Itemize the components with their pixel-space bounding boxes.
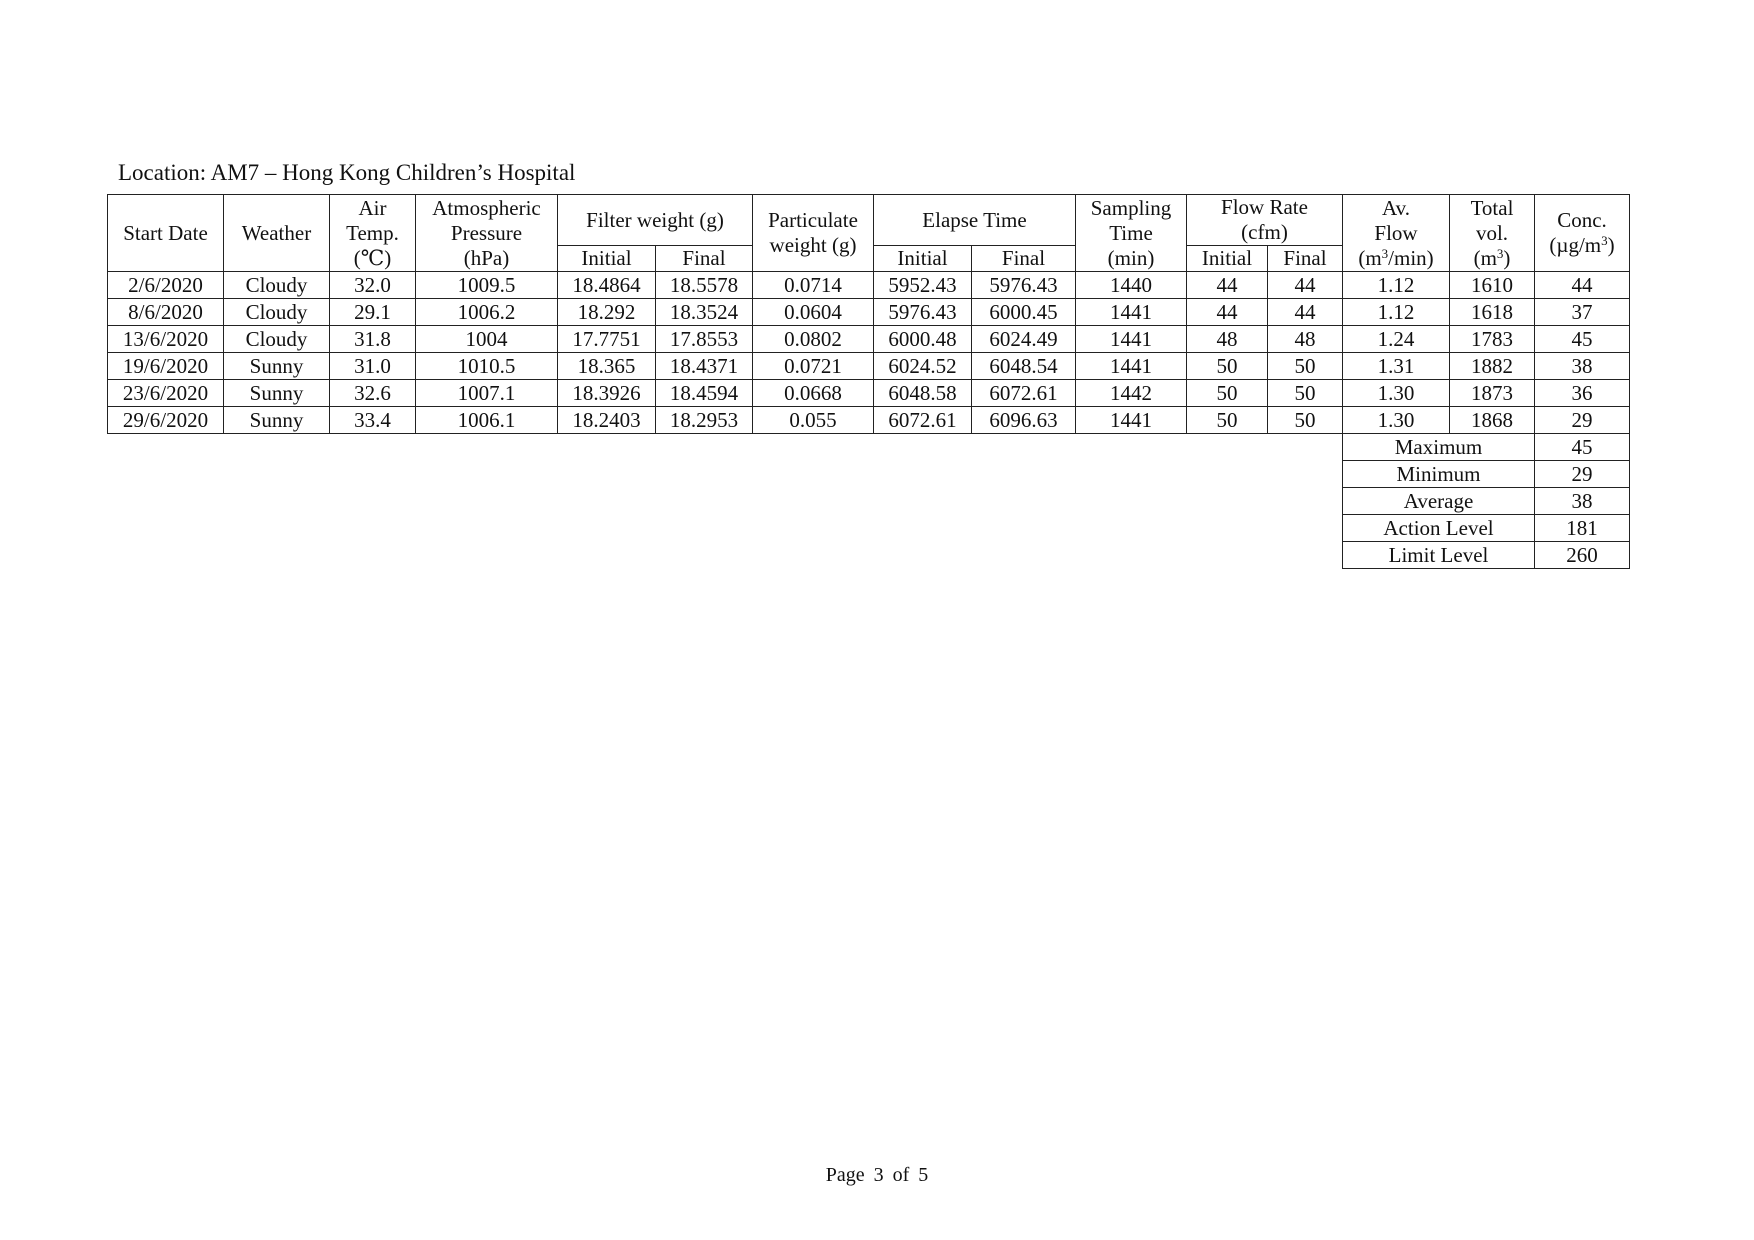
header-sampling-line1: Sampling (1090, 195, 1172, 220)
header-conc-unit (1549, 233, 1614, 257)
table-cell: 18.2953 (656, 407, 753, 434)
table-cell: 1.12 (1343, 299, 1450, 326)
table-cell: 1618 (1450, 299, 1535, 326)
unit-part: ) (1607, 233, 1615, 257)
table-cell: Sunny (224, 353, 330, 380)
summary-label: Action Level (1343, 515, 1535, 542)
header-start-date: Start Date (108, 195, 224, 272)
header-av-flow-line1: Av. (1382, 195, 1410, 220)
header-air-temp-line1: Air (358, 195, 387, 220)
summary-value: 29 (1535, 461, 1630, 488)
header-weather: Weather (224, 195, 330, 272)
table-cell: 1009.5 (416, 272, 558, 299)
header-total-vol-line1: Total (1470, 195, 1514, 220)
table-row (108, 353, 1630, 380)
header-total-vol (1450, 195, 1535, 272)
summary-value: 260 (1535, 542, 1630, 569)
table-cell: 1440 (1076, 272, 1187, 299)
summary-label: Minimum (1343, 461, 1535, 488)
table-cell: 38 (1535, 353, 1630, 380)
table-cell: 0.055 (753, 407, 874, 434)
table-cell: 13/6/2020 (108, 326, 224, 353)
table-cell: 44 (1187, 299, 1268, 326)
table-cell: 1610 (1450, 272, 1535, 299)
table-cell: 37 (1535, 299, 1630, 326)
table-cell: Cloudy (224, 326, 330, 353)
header-conc-line1: Conc. (1557, 208, 1607, 232)
table-cell: 32.6 (330, 380, 416, 407)
header-flow-initial: Initial (1187, 246, 1268, 272)
summary-label: Maximum (1343, 434, 1535, 461)
table-cell: 1006.1 (416, 407, 558, 434)
table-cell: 1.30 (1343, 407, 1450, 434)
header-filter-weight: Filter weight (g) (558, 195, 753, 246)
table-cell: 0.0714 (753, 272, 874, 299)
table-cell: 18.4371 (656, 353, 753, 380)
unit-part: (m (1358, 245, 1382, 270)
summary-spacer (108, 515, 1343, 542)
table-cell: 2/6/2020 (108, 272, 224, 299)
table-cell: 1.12 (1343, 272, 1450, 299)
table-cell: 6000.48 (874, 326, 972, 353)
table-cell: 1.24 (1343, 326, 1450, 353)
header-particulate-line1: Particulate (768, 208, 858, 232)
summary-spacer (108, 542, 1343, 569)
header-air-temp-line3: (℃) (353, 245, 392, 270)
table-cell: 6024.52 (874, 353, 972, 380)
summary-row (108, 515, 1630, 542)
header-total-vol-line2: vol. (1475, 220, 1509, 245)
table-cell: 18.3524 (656, 299, 753, 326)
table-cell: 36 (1535, 380, 1630, 407)
summary-value: 38 (1535, 488, 1630, 515)
table-cell: 50 (1268, 407, 1343, 434)
unit-part: (µg/m (1549, 233, 1602, 257)
table-row (108, 326, 1630, 353)
table-cell: 1010.5 (416, 353, 558, 380)
table-cell: 31.8 (330, 326, 416, 353)
header-atm-pressure (416, 195, 558, 272)
summary-value: 45 (1535, 434, 1630, 461)
table-cell: 44 (1268, 299, 1343, 326)
table-cell: 18.4594 (656, 380, 753, 407)
header-elapse-final: Final (972, 246, 1076, 272)
table-cell: 1.31 (1343, 353, 1450, 380)
table-row (108, 407, 1630, 434)
unit-part: (m (1473, 245, 1497, 270)
header-air-temp (330, 195, 416, 272)
header-atm-pressure-line2: Pressure (450, 220, 523, 245)
summary-spacer (108, 434, 1343, 461)
tsp-monitoring-table (107, 194, 1630, 569)
unit-part: ) (1503, 245, 1511, 270)
summary-row (108, 542, 1630, 569)
table-cell: 50 (1187, 353, 1268, 380)
header-atm-pressure-line1: Atmospheric (432, 195, 541, 220)
table-cell: 1007.1 (416, 380, 558, 407)
summary-label: Average (1343, 488, 1535, 515)
table-cell: 50 (1187, 407, 1268, 434)
table-cell: 5976.43 (874, 299, 972, 326)
table-cell: 6024.49 (972, 326, 1076, 353)
table-cell: 0.0604 (753, 299, 874, 326)
table-cell: 5976.43 (972, 272, 1076, 299)
header-conc (1535, 195, 1630, 272)
table-cell: 1441 (1076, 407, 1187, 434)
table-cell: 17.7751 (558, 326, 656, 353)
table-cell: 1882 (1450, 353, 1535, 380)
table-cell: 17.8553 (656, 326, 753, 353)
table-cell: 32.0 (330, 272, 416, 299)
header-atm-pressure-line3: (hPa) (463, 245, 510, 270)
table-cell: 5952.43 (874, 272, 972, 299)
table-cell: 18.4864 (558, 272, 656, 299)
superscript: 3 (1496, 245, 1504, 261)
table-cell: 18.292 (558, 299, 656, 326)
header-air-temp-line2: Temp. (346, 220, 399, 245)
table-cell: 1868 (1450, 407, 1535, 434)
page-number: Page 3 of 5 (825, 1164, 929, 1186)
summary-row (108, 488, 1630, 515)
table-cell: 48 (1268, 326, 1343, 353)
table-row (108, 380, 1630, 407)
table-cell: 18.365 (558, 353, 656, 380)
table-cell: 45 (1535, 326, 1630, 353)
table-cell: 0.0721 (753, 353, 874, 380)
table-cell: 44 (1535, 272, 1630, 299)
table-cell: 1442 (1076, 380, 1187, 407)
header-flow-rate-line1: Flow Rate (1221, 195, 1308, 219)
header-flow-rate (1187, 195, 1343, 246)
table-cell: Sunny (224, 380, 330, 407)
table-cell: 1006.2 (416, 299, 558, 326)
table-row (108, 272, 1630, 299)
table-cell: 0.0802 (753, 326, 874, 353)
header-elapse-time: Elapse Time (874, 195, 1076, 246)
table-cell: 18.3926 (558, 380, 656, 407)
header-sampling-line3: (min) (1107, 245, 1155, 270)
header-elapse-initial: Initial (874, 246, 972, 272)
header-sampling-line2: Time (1109, 220, 1153, 245)
table-cell: 1441 (1076, 299, 1187, 326)
table-cell: 1783 (1450, 326, 1535, 353)
table-cell: 6048.58 (874, 380, 972, 407)
table-cell: 6096.63 (972, 407, 1076, 434)
unit-part: /min) (1388, 245, 1434, 270)
header-sampling-time (1076, 195, 1187, 272)
table-cell: Cloudy (224, 299, 330, 326)
header-av-flow-unit (1358, 246, 1433, 270)
header-av-flow (1343, 195, 1450, 272)
table-cell: 29/6/2020 (108, 407, 224, 434)
location-caption: Location: AM7 – Hong Kong Children’s Hospital (118, 160, 576, 185)
table-cell: 44 (1187, 272, 1268, 299)
table-cell: 18.5578 (656, 272, 753, 299)
table-cell: 1873 (1450, 380, 1535, 407)
table-cell: 19/6/2020 (108, 353, 224, 380)
table-cell: 6048.54 (972, 353, 1076, 380)
table-cell: Cloudy (224, 272, 330, 299)
table-cell: 31.0 (330, 353, 416, 380)
table-cell: 48 (1187, 326, 1268, 353)
summary-spacer (108, 461, 1343, 488)
table-cell: 1441 (1076, 326, 1187, 353)
table-cell: 23/6/2020 (108, 380, 224, 407)
header-total-vol-unit (1474, 246, 1511, 270)
summary-spacer (108, 488, 1343, 515)
superscript: 3 (1381, 245, 1389, 261)
table-cell: 29.1 (330, 299, 416, 326)
table-cell: 33.4 (330, 407, 416, 434)
table-cell: Sunny (224, 407, 330, 434)
table-cell: 18.2403 (558, 407, 656, 434)
table-cell: 1.30 (1343, 380, 1450, 407)
header-av-flow-line2: Flow (1374, 220, 1418, 245)
superscript: 3 (1601, 233, 1608, 248)
header-flow-rate-line2: (cfm) (1241, 220, 1288, 244)
table-cell: 1004 (416, 326, 558, 353)
table-cell: 44 (1268, 272, 1343, 299)
summary-row (108, 434, 1630, 461)
header-flow-final: Final (1268, 246, 1343, 272)
table-cell: 50 (1268, 353, 1343, 380)
table-row (108, 299, 1630, 326)
table-cell: 6072.61 (972, 380, 1076, 407)
summary-label: Limit Level (1343, 542, 1535, 569)
table-cell: 8/6/2020 (108, 299, 224, 326)
header-filter-initial: Initial (558, 246, 656, 272)
header-particulate-weight (753, 195, 874, 272)
table-cell: 6000.45 (972, 299, 1076, 326)
table-cell: 50 (1268, 380, 1343, 407)
table-cell: 50 (1187, 380, 1268, 407)
table-cell: 1441 (1076, 353, 1187, 380)
summary-row (108, 461, 1630, 488)
table-cell: 0.0668 (753, 380, 874, 407)
header-particulate-line2: weight (g) (769, 233, 857, 257)
header-filter-final: Final (656, 246, 753, 272)
table-cell: 29 (1535, 407, 1630, 434)
summary-value: 181 (1535, 515, 1630, 542)
table-cell: 6072.61 (874, 407, 972, 434)
